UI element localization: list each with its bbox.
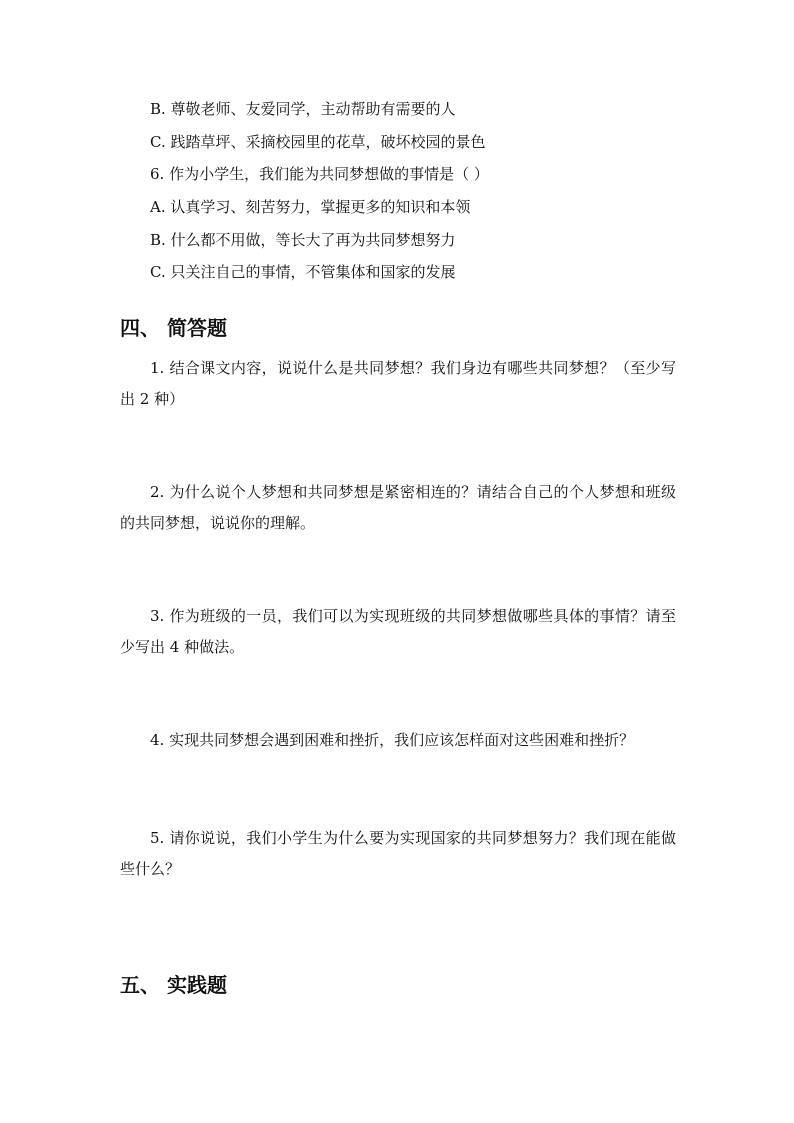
short-answer-question-1: 1. 结合课文内容，说说什么是共同梦想？我们身边有哪些共同梦想？（至少写出 2 种） xyxy=(120,359,676,408)
section-heading-short-answer: 四、 简答题 xyxy=(120,316,227,340)
short-answer-question-2: 2. 为什么说个人梦想和共同梦想是紧密相连的？请结合自己的个人梦想和班级的共同梦想，说说你的理解。 xyxy=(120,483,676,532)
option-c-q5: C. 践踏草坪、采摘校园里的花草，破坏校园的景色 xyxy=(150,133,486,151)
option-c-q6: C. 只关注自己的事情，不管集体和国家的发展 xyxy=(150,263,456,281)
option-a-q6: A. 认真学习、刻苦努力，掌握更多的知识和本领 xyxy=(150,198,471,216)
short-answer-question-3: 3. 作为班级的一员，我们可以为实现班级的共同梦想做哪些具体的事情？请至少写出 4 种做法。 xyxy=(120,607,676,656)
short-answer-question-5: 5. 请你说说，我们小学生为什么要为实现国家的共同梦想努力？我们现在能做些什么？ xyxy=(120,829,676,878)
option-b-q6: B. 什么都不用做，等长大了再为共同梦想努力 xyxy=(150,231,456,249)
section-heading-practice: 五、 实践题 xyxy=(120,973,227,997)
short-answer-question-4: 4. 实现共同梦想会遇到困难和挫折，我们应该怎样面对这些困难和挫折？ xyxy=(150,731,635,749)
option-b-q5: B. 尊敬老师、友爱同学，主动帮助有需要的人 xyxy=(150,100,456,118)
question-6: 6. 作为小学生，我们能为共同梦想做的事情是（ ） xyxy=(150,165,489,183)
